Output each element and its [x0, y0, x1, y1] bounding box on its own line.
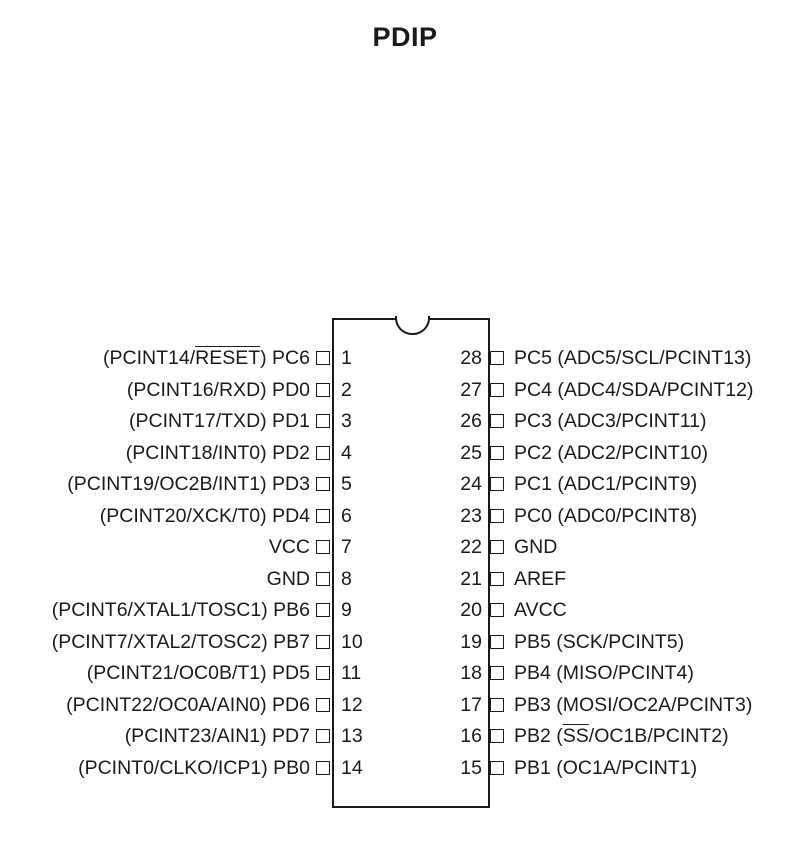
left-pin-number: 1 — [341, 347, 352, 369]
right-pin-label — [514, 632, 684, 652]
left-pin-label — [100, 506, 310, 526]
right-pin-label-part: AREF — [514, 567, 567, 590]
right-pin-pad — [490, 509, 504, 523]
right-pin-number: 15 — [460, 756, 482, 779]
left-pin-pad — [316, 540, 330, 554]
right-pin-label-part: PB2 ( — [514, 725, 563, 747]
left-pin-number: 11 — [341, 662, 362, 684]
right-pin-label — [514, 758, 697, 778]
left-pin-label — [52, 600, 310, 620]
package-title: PDIP — [372, 22, 438, 52]
right-pin-label — [514, 569, 566, 589]
left-pin-pad — [316, 383, 330, 397]
right-pin-label — [514, 443, 708, 463]
right-pin-label — [514, 537, 557, 557]
right-pin-label — [514, 663, 694, 683]
left-pin-label — [52, 632, 310, 652]
left-pin-pad — [316, 698, 330, 712]
left-pin-label-part: (PCINT17/TXD) PD1 — [129, 410, 310, 432]
left-pin-pad — [316, 414, 330, 428]
right-pin-pad — [490, 666, 504, 680]
left-pin-label — [66, 695, 310, 715]
right-pin-pad — [490, 351, 504, 365]
left-pin-label-part: (PCINT14/ — [103, 347, 196, 369]
left-pin-number: 12 — [341, 693, 363, 716]
left-pin-pad — [316, 509, 330, 523]
right-pin-label-part: PB1 (OC1A/PCINT1) — [514, 756, 698, 779]
right-pin-number: 26 — [460, 410, 482, 432]
left-pin-pad — [316, 761, 330, 775]
right-pin-label-part: PC4 (ADC4/SDA/PCINT12) — [514, 378, 754, 401]
left-pin-label-part: (PCINT0/CLKO/ICP1) PB0 — [78, 756, 310, 779]
right-pin-label-part: /OC1B/PCINT2) — [588, 725, 729, 747]
left-pin-label — [129, 411, 310, 431]
left-pin-pad — [316, 351, 330, 365]
right-pin-number: 27 — [460, 378, 482, 401]
right-pin-number: 22 — [460, 536, 482, 558]
left-pin-label — [103, 348, 310, 368]
right-pin-label-part: PC5 (ADC5/SCL/PCINT13) — [514, 347, 752, 369]
left-pin-label — [267, 569, 310, 589]
right-pin-pad — [490, 540, 504, 554]
right-pin-label-part: $\overline{SS}$ — [562, 725, 589, 747]
right-pin-label-part: PC3 (ADC3/PCINT11) — [514, 410, 707, 432]
right-pin-pad — [490, 446, 504, 460]
left-pin-number: 2 — [341, 378, 352, 401]
right-pin-label — [514, 695, 752, 715]
left-pin-pad — [316, 603, 330, 617]
right-pin-pad — [490, 572, 504, 586]
right-pin-label — [514, 600, 567, 620]
right-pin-label-part: GND — [514, 536, 558, 558]
left-pin-label-part: VCC — [268, 536, 310, 558]
right-pin-label-part: PC2 (ADC2/PCINT10) — [514, 441, 708, 464]
right-pin-number: 28 — [460, 347, 482, 369]
left-pin-label-part: (PCINT7/XTAL2/TOSC2) PB7 — [51, 630, 310, 653]
left-pin-label — [87, 663, 310, 683]
right-pin-label-part: PC0 (ADC0/PCINT8) — [514, 504, 698, 527]
left-pin-number: 14 — [341, 756, 363, 779]
left-pin-label-part: (PCINT16/RXD) PD0 — [126, 378, 310, 401]
right-pin-number: 20 — [460, 599, 482, 621]
left-pin-label-part: (PCINT6/XTAL1/TOSC1) PB6 — [51, 599, 310, 621]
left-pin-number: 8 — [341, 567, 352, 590]
left-pin-label — [125, 726, 310, 746]
left-pin-pad — [316, 635, 330, 649]
right-pin-pad — [490, 383, 504, 397]
right-pin-number: 21 — [460, 567, 482, 590]
right-pin-label-part: AVCC — [514, 599, 567, 621]
left-pin-number: 10 — [341, 630, 363, 653]
left-pin-label-part: (PCINT20/XCK/T0) PD4 — [99, 504, 310, 527]
left-pin-number: 9 — [341, 599, 352, 621]
left-pin-pad — [316, 477, 330, 491]
left-pin-label — [127, 380, 310, 400]
left-pin-number: 7 — [341, 536, 352, 558]
left-pin-pad — [316, 446, 330, 460]
left-pin-label-part: (PCINT19/OC2B/INT1) PD3 — [67, 473, 310, 495]
right-pin-label-part: PB4 (MISO/PCINT4) — [514, 662, 694, 684]
left-pin-pad — [316, 666, 330, 680]
right-pin-pad — [490, 729, 504, 743]
left-pin-pad — [316, 729, 330, 743]
right-pin-label — [514, 474, 697, 494]
left-pin-number: 13 — [341, 725, 363, 747]
right-pin-pad — [490, 635, 504, 649]
right-pin-number: 17 — [460, 693, 482, 716]
right-pin-pad — [490, 603, 504, 617]
left-pin-pad — [316, 572, 330, 586]
right-pin-number: 23 — [460, 504, 482, 527]
left-pin-label — [126, 443, 310, 463]
left-pin-label — [67, 474, 310, 494]
right-pin-pad — [490, 477, 504, 491]
left-pin-label-part: GND — [266, 567, 310, 590]
right-pin-number: 18 — [460, 662, 482, 684]
right-pin-label — [514, 380, 753, 400]
right-pin-pad — [490, 761, 504, 775]
right-pin-label-part: PC1 (ADC1/PCINT9) — [514, 473, 698, 495]
left-pin-label-part: RESET — [195, 347, 261, 369]
right-pin-label — [514, 506, 697, 526]
right-pin-pad — [490, 414, 504, 428]
right-pin-label-part: PB3 (MOSI/OC2A/PCINT3) — [514, 693, 753, 716]
right-pin-number: 19 — [460, 630, 482, 653]
left-pin-number: 6 — [341, 504, 352, 527]
right-pin-pad — [490, 698, 504, 712]
left-pin-label-part: (PCINT23/AIN1) PD7 — [124, 725, 310, 747]
right-pin-label-part: PB5 (SCK/PCINT5) — [514, 630, 685, 653]
right-pin-number: 24 — [460, 473, 482, 495]
left-pin-number: 4 — [341, 441, 352, 464]
right-pin-number: 16 — [460, 725, 482, 747]
left-pin-label — [269, 537, 310, 557]
left-pin-number: 5 — [341, 473, 352, 495]
right-pin-label — [514, 348, 751, 368]
left-pin-label-part: ) PC6 — [260, 347, 310, 369]
left-pin-number: 3 — [341, 410, 352, 432]
right-pin-label — [514, 726, 729, 746]
left-pin-label-part: (PCINT18/INT0) PD2 — [125, 441, 310, 464]
left-pin-label-part: (PCINT22/OC0A/AIN0) PD6 — [66, 693, 310, 716]
right-pin-number: 25 — [460, 441, 482, 464]
right-pin-label — [514, 411, 707, 431]
left-pin-label-part: (PCINT21/OC0B/T1) PD5 — [86, 662, 310, 684]
left-pin-label — [78, 758, 310, 778]
